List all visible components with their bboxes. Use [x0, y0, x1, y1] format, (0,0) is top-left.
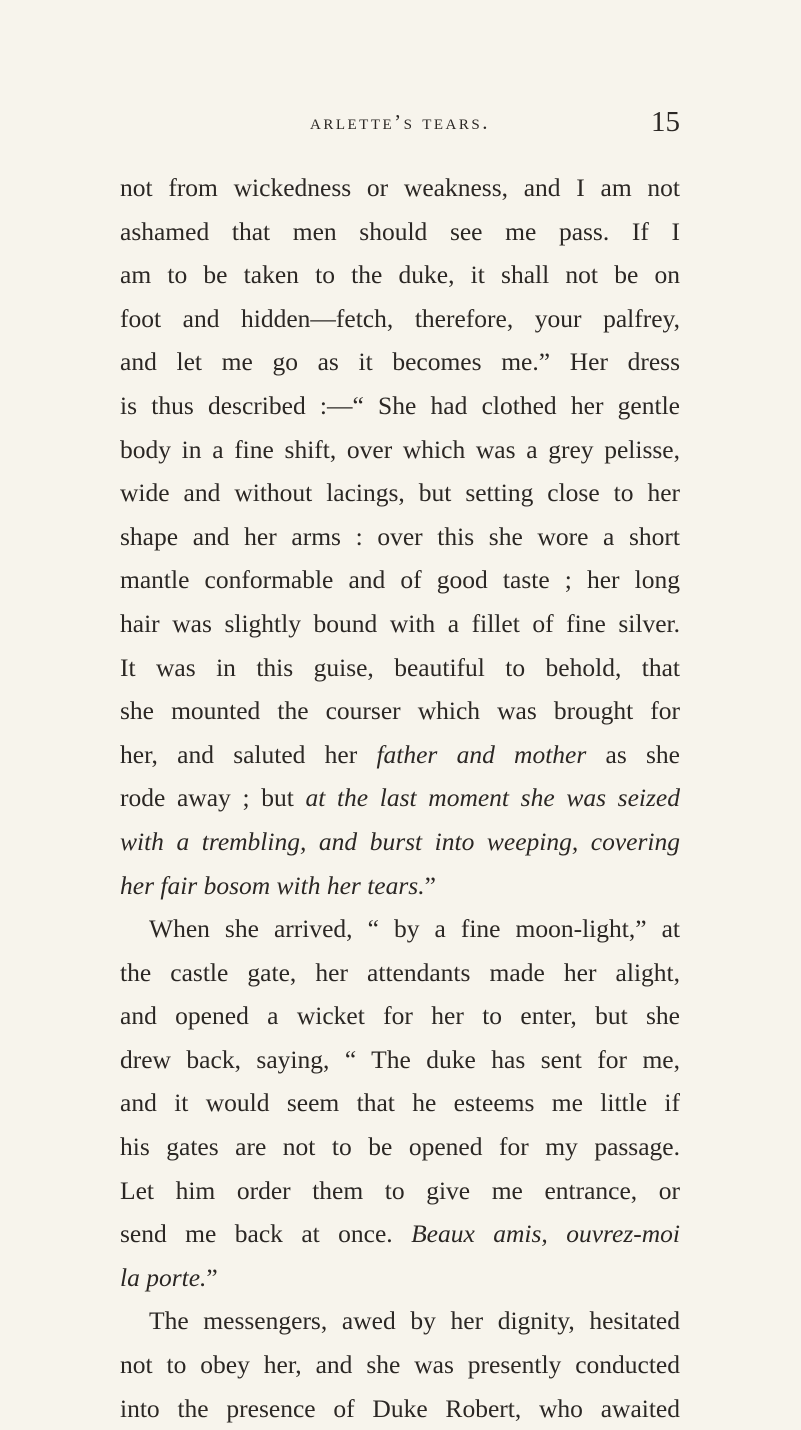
text-line: and opened a wicket for her to enter, but she [120, 1001, 680, 1031]
running-head [120, 102, 680, 142]
text-line: not from wickedness or weakness, and I am not [120, 173, 680, 202]
page-number: 15 [651, 106, 680, 138]
text-line [120, 820, 680, 864]
text-line: rode away ; but at the last moment she was seized [120, 783, 681, 813]
text-line: ashamed that men should see me pass. If I [120, 216, 680, 246]
italic-phrase: father and mother [376, 739, 587, 769]
text-line: hair was slightly bound with a fillet of fine silver. [120, 608, 680, 638]
text-line: foot and hidden—fetch, therefore, your palfrey, [120, 303, 680, 333]
body-text [120, 166, 680, 1430]
text-line: and let me go as it becomes me.” Her dress [120, 347, 680, 377]
text-line: body in a fine shift, over which was a grey pelisse, [120, 434, 680, 464]
text-line: mantle conformable and of good taste ; her long [120, 565, 680, 595]
text-line: drew back, saying, “ The duke has sent for me, [120, 1044, 680, 1074]
italic-phrase: with a trembling, and burst into weeping, covering [120, 826, 680, 856]
text-line: her, and saluted her father and mother as she [120, 739, 681, 769]
text-line: her fair bosom with her tears.” [120, 870, 436, 900]
text-line: not to obey her, and she was presently conducted [120, 1350, 680, 1380]
text-line: When she arrived, “ by a fine moon-light,” at [149, 914, 680, 944]
text-line: am to be taken to the duke, it shall not be on [120, 260, 680, 290]
italic-phrase: her fair bosom with her tears. [120, 870, 425, 900]
italic-phrase: at the last moment she was seized [305, 783, 681, 813]
text-line: Let him order them to give me entrance, or [120, 1175, 680, 1205]
text-line: send me back at once. Beaux amis, ouvrez-moi [120, 1219, 680, 1249]
text-line: wide and without lacings, but setting close to her [120, 478, 680, 508]
text-line: the castle gate, her attendants made her alight, [120, 957, 680, 987]
text-line: she mounted the courser which was brought for [120, 696, 680, 726]
text-line: shape and her arms : over this she wore a short [120, 521, 680, 551]
text-line: and it would seem that he esteems me little if [120, 1088, 680, 1118]
text-line: his gates are not to be opened for my passage. [120, 1132, 680, 1162]
italic-phrase: Beaux amis, ouvrez-moi [411, 1219, 680, 1249]
text-line: la porte.” [120, 1262, 218, 1292]
text-line: It was in this guise, beautiful to behold, that [120, 652, 680, 682]
text-line: The messengers, awed by her dignity, hesitated [149, 1306, 680, 1336]
italic-phrase: la porte. [120, 1262, 207, 1292]
running-title: arlette’s tears. [310, 110, 490, 134]
text-line: is thus described :—“ She had clothed her gentle [120, 390, 680, 420]
text-line: into the presence of Duke Robert, who awaited [120, 1393, 680, 1423]
